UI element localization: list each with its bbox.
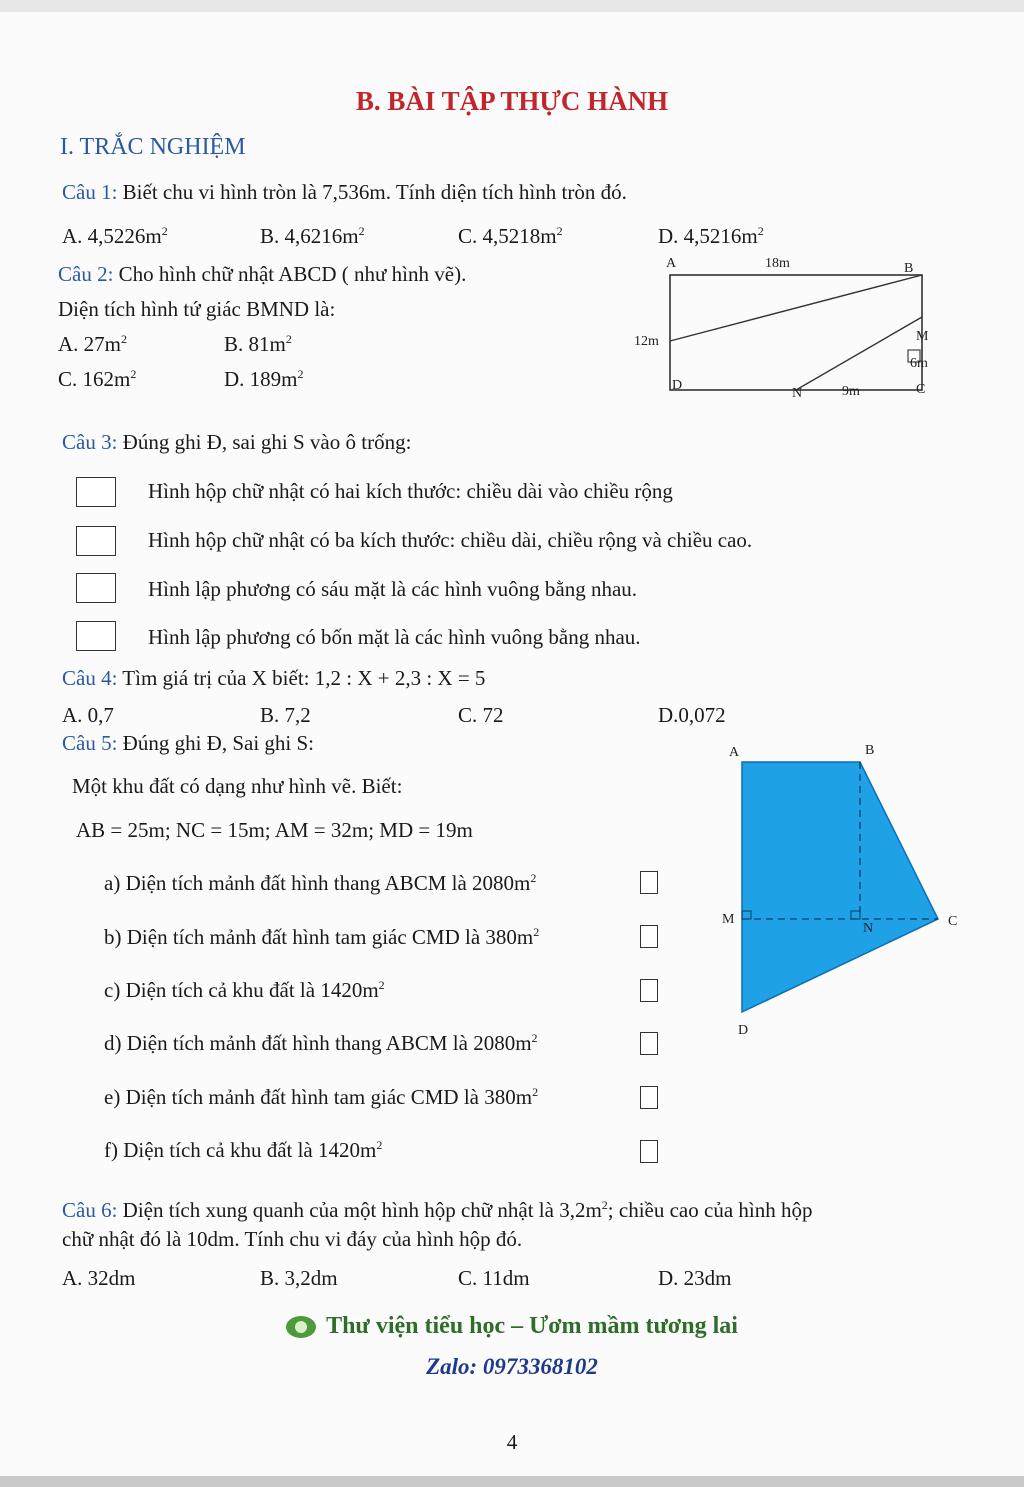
label-n: N bbox=[792, 386, 803, 401]
q5-statement-a: a) Diện tích mảnh đất hình thang ABCM là $2080m^2$ bbox=[104, 871, 537, 895]
rectangle-abcd-figure bbox=[620, 248, 950, 408]
q1-option-d: D. $4,5216m^2$ bbox=[658, 224, 764, 248]
q5-statement-c: c) Diện tích cả khu đất là $1420m^2$ bbox=[104, 978, 385, 1002]
question-3-label: Câu 3: bbox=[62, 430, 118, 454]
label-12m: 12m bbox=[634, 334, 659, 349]
label-b: B bbox=[904, 261, 914, 276]
q5-answer-box-b[interactable] bbox=[640, 925, 658, 948]
q3-statement-1: Hình hộp chữ nhật có hai kích thước: chiều dài vào chiều rộng bbox=[148, 479, 673, 503]
question-2-text: Cho hình chữ nhật ABCD ( như hình vẽ). bbox=[113, 262, 467, 286]
question-2 bbox=[58, 262, 466, 287]
land-plot-shape bbox=[742, 762, 938, 1012]
question-5-intro: Một khu đất có dạng như hình vẽ. Biết: bbox=[72, 774, 403, 798]
question-5-text: Đúng ghi Đ, Sai ghi S: bbox=[117, 731, 315, 755]
q2-option-c: C. $162m^2$ bbox=[58, 367, 137, 391]
q3-answer-box-1[interactable] bbox=[76, 477, 116, 507]
label-c: C bbox=[948, 914, 958, 929]
question-1-text: Biết chu vi hình tròn là 7,536m. Tính diện tích hình tròn đó. bbox=[117, 180, 627, 204]
label-b: B bbox=[865, 743, 875, 758]
page-number: 4 bbox=[506, 1430, 518, 1454]
q5-statement-d: d) Diện tích mảnh đất hình thang ABCM là $2080m^2$ bbox=[104, 1031, 538, 1055]
q5-answer-box-a[interactable] bbox=[640, 871, 658, 894]
question-5-label: Câu 5: bbox=[62, 731, 118, 755]
question-6-label: Câu 6: bbox=[62, 1198, 118, 1222]
question-2-label: Câu 2: bbox=[58, 262, 114, 286]
question-4 bbox=[62, 666, 485, 691]
q4-option-c: C. 72 bbox=[458, 703, 504, 727]
rectangle-abcd bbox=[670, 275, 922, 390]
q5-answer-box-f[interactable] bbox=[640, 1140, 658, 1163]
q4-option-b: B. 7,2 bbox=[260, 703, 311, 727]
q6-option-a: A. 32dm bbox=[62, 1266, 136, 1290]
q2-option-b: B. $81m^2$ bbox=[224, 332, 292, 356]
q1-option-b: B. $4,6216m^2$ bbox=[260, 224, 365, 248]
q6-option-d: D. 23dm bbox=[658, 1266, 732, 1290]
photo-bottom-border bbox=[0, 1476, 1024, 1487]
q5-statement-e: e) Diện tích mảnh đất hình tam giác CMD là $380m^2$ bbox=[104, 1085, 539, 1109]
question-4-text: Tìm giá trị của X biết: 1,2 : X + 2,3 : X = 5 bbox=[117, 666, 486, 690]
label-18m: 18m bbox=[765, 256, 790, 271]
label-m: M bbox=[916, 329, 929, 344]
q3-answer-box-2[interactable] bbox=[76, 526, 116, 556]
label-m: M bbox=[722, 912, 735, 927]
photo-top-border bbox=[0, 0, 1024, 12]
question-2-line2: Diện tích hình tứ giác BMND là: bbox=[58, 297, 336, 321]
label-6m: 6m bbox=[910, 356, 928, 371]
q3-statement-3: Hình lập phương có sáu mặt là các hình vuông bằng nhau. bbox=[148, 577, 638, 601]
zalo-contact: Zalo: 0973368102 bbox=[426, 1354, 598, 1379]
question-3-text: Đúng ghi Đ, sai ghi S vào ô trống: bbox=[117, 430, 412, 454]
library-name: Thư viện tiểu học – Ươm mầm tương lai bbox=[326, 1313, 738, 1339]
label-a: A bbox=[666, 256, 677, 271]
question-6: Câu 6: Diện tích xung quanh của một hình hộp chữ nhật là $3,2m^2$; chiều cao của hình hộp bbox=[62, 1198, 813, 1222]
question-1-label: Câu 1: bbox=[62, 180, 118, 204]
label-c: C bbox=[916, 382, 926, 397]
land-plot-figure bbox=[700, 735, 980, 1045]
label-9m: 9m bbox=[842, 384, 860, 399]
q5-answer-box-c[interactable] bbox=[640, 979, 658, 1002]
question-6-line2: chữ nhật đó là 10dm. Tính chu vi đáy của hình hộp đó. bbox=[62, 1227, 523, 1251]
segment-bd bbox=[670, 275, 922, 341]
q5-answer-box-e[interactable] bbox=[640, 1086, 658, 1109]
q4-option-a: A. 0,7 bbox=[62, 703, 114, 727]
question-5 bbox=[62, 731, 314, 756]
q2-option-a: A. $27m^2$ bbox=[58, 332, 127, 356]
library-logo-icon bbox=[286, 1316, 316, 1338]
q5-statement-b: b) Diện tích mảnh đất hình tam giác CMD là $380m^2$ bbox=[104, 925, 540, 949]
q3-statement-2: Hình hộp chữ nhật có ba kích thước: chiều dài, chiều rộng và chiều cao. bbox=[148, 528, 753, 552]
question-5-given: AB = 25m; NC = 15m; AM = 32m; MD = 19m bbox=[76, 818, 473, 842]
label-a: A bbox=[729, 745, 740, 760]
library-footer bbox=[0, 1313, 1024, 1340]
q1-option-c: C. $4,5218m^2$ bbox=[458, 224, 563, 248]
q3-answer-box-3[interactable] bbox=[76, 573, 116, 603]
q6-option-c: C. 11dm bbox=[458, 1266, 530, 1290]
q4-option-d: D.0,072 bbox=[658, 703, 726, 727]
label-d: D bbox=[672, 378, 683, 393]
q5-answer-box-d[interactable] bbox=[640, 1032, 658, 1055]
page-title: B. BÀI TẬP THỰC HÀNH bbox=[355, 86, 669, 116]
question-1 bbox=[62, 180, 627, 205]
q3-answer-box-4[interactable] bbox=[76, 621, 116, 651]
section-heading: I. TRẮC NGHIỆM bbox=[60, 134, 246, 160]
q1-option-a: A. $4,5226m^2$ bbox=[62, 224, 168, 248]
q6-option-b: B. 3,2dm bbox=[260, 1266, 338, 1290]
q5-statement-f: f) Diện tích cả khu đất là $1420m^2$ bbox=[104, 1138, 383, 1162]
label-d: D bbox=[738, 1023, 749, 1038]
question-3 bbox=[62, 430, 411, 455]
q3-statement-4: Hình lập phương có bốn mặt là các hình vuông bằng nhau. bbox=[148, 625, 641, 649]
segment-nm bbox=[796, 317, 922, 390]
question-4-label: Câu 4: bbox=[62, 666, 118, 690]
q2-option-d: D. $189m^2$ bbox=[224, 367, 304, 391]
label-n: N bbox=[863, 921, 874, 936]
